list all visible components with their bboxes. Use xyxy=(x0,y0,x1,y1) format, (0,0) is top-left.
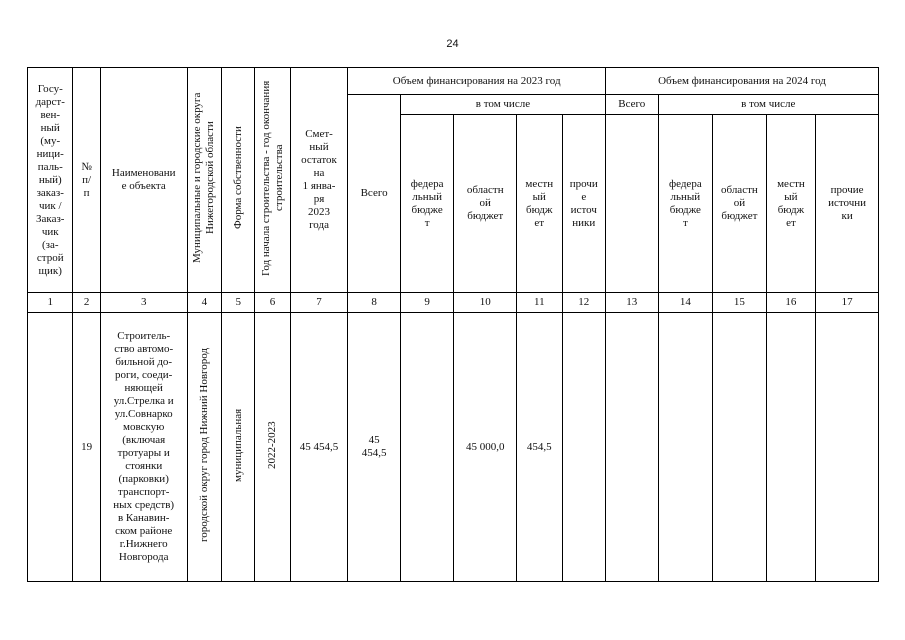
cell-other-2023 xyxy=(562,313,606,582)
header-total-2023: Всего xyxy=(348,95,401,293)
header-financing-2023: Объем финансирования на 2023 год xyxy=(348,68,606,95)
cell-number: 19 xyxy=(73,313,100,582)
header-other-2023: прочи е источ ники xyxy=(562,115,606,293)
cell-federal-2024 xyxy=(658,313,713,582)
header-federal-2023: федера льный бюдже т xyxy=(400,115,454,293)
header-years: Год начала строительства - год окончания строительства xyxy=(255,68,290,293)
cell-other-2024 xyxy=(816,313,879,582)
cell-total-2024 xyxy=(606,313,659,582)
column-number: 17 xyxy=(816,293,879,313)
column-number: 13 xyxy=(606,293,659,313)
financing-table xyxy=(27,67,879,582)
column-number: 12 xyxy=(562,293,606,313)
cell-regional-2024 xyxy=(713,313,767,582)
header-including-2024: в том числе xyxy=(658,95,878,115)
header-municipality: Муниципальные и городские округа Нижегородской области xyxy=(187,68,221,293)
header-including-2023: в том числе xyxy=(400,95,605,115)
cell-object-name: Строитель- ство автомо- бильной до- роги, соеди- няющей ул.Стрелка и ул.Совнарко мовскую (включая тротуары и стоянки (парковки) транспорт- ных средств) в Канавин- ском районе г.Нижнего Новгорода xyxy=(100,313,187,582)
column-number: 7 xyxy=(290,293,348,313)
column-number: 11 xyxy=(517,293,562,313)
cell-customer xyxy=(28,313,73,582)
header-federal-2024: федера льный бюдже т xyxy=(658,115,713,293)
column-number: 16 xyxy=(766,293,816,313)
column-number: 15 xyxy=(713,293,767,313)
header-total-2024: Всего xyxy=(606,95,659,115)
cell-local-2023: 454,5 xyxy=(517,313,562,582)
header-object-name: Наименовани е объекта xyxy=(100,68,187,293)
header-total-2024-blank xyxy=(606,115,659,293)
header-regional-2023: областн ой бюджет xyxy=(454,115,517,293)
header-number: № п/ п xyxy=(73,68,100,293)
cell-years: 2022-2023 xyxy=(255,313,290,582)
header-regional-2024: областн ой бюджет xyxy=(713,115,767,293)
header-financing-2024: Объем финансирования на 2024 год xyxy=(606,68,879,95)
cell-local-2024 xyxy=(766,313,816,582)
cell-remaining: 45 454,5 xyxy=(290,313,348,582)
cell-federal-2023 xyxy=(400,313,454,582)
cell-total-2023: 45 454,5 xyxy=(348,313,401,582)
header-ownership: Форма собственности xyxy=(222,68,255,293)
page-number: 24 xyxy=(446,38,459,50)
column-number: 2 xyxy=(73,293,100,313)
cell-ownership: муниципальная xyxy=(222,313,255,582)
column-number: 8 xyxy=(348,293,401,313)
header-local-2023: местн ый бюдж ет xyxy=(517,115,562,293)
column-number: 4 xyxy=(187,293,221,313)
header-local-2024: местн ый бюдж ет xyxy=(766,115,816,293)
column-number: 9 xyxy=(400,293,454,313)
column-number-row xyxy=(28,293,879,313)
column-number: 1 xyxy=(28,293,73,313)
header-remaining: Смет- ный остаток на 1 янва- ря 2023 года xyxy=(290,68,348,293)
column-number: 10 xyxy=(454,293,517,313)
column-number: 14 xyxy=(658,293,713,313)
cell-municipality: городской округ город Нижний Новгород xyxy=(187,313,221,582)
header-other-2024: прочие источни ки xyxy=(816,115,879,293)
cell-regional-2023: 45 000,0 xyxy=(454,313,517,582)
table-row xyxy=(28,313,879,582)
header-customer: Госу- дарст- вен- ный (му- ници- паль- ный) заказ- чик / Заказ- чик (за- строй щик) xyxy=(28,68,73,293)
column-number: 3 xyxy=(100,293,187,313)
column-number: 6 xyxy=(255,293,290,313)
column-number: 5 xyxy=(222,293,255,313)
